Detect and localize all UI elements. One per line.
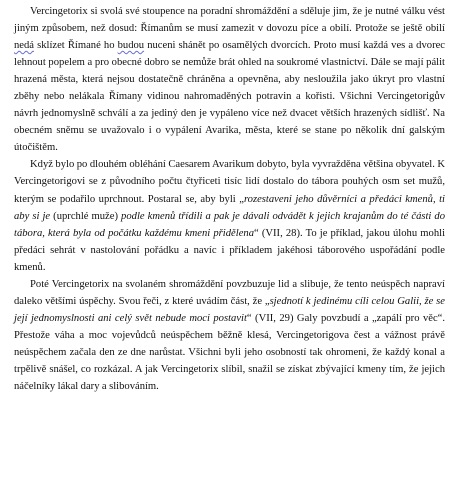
- quotation-text: sjednotí k jedinému cíli celou Galii, že se její jednomyslnosti ani celý svět nebude moci postavit: [14, 295, 445, 324]
- paragraph-text: nuceni shánět po osamělých dvorcích. Proto musí každá ves a dvorec lehnout popelem a pro obecné dobro se nemůže brát ohled na soukromé vlastnictví. Dále se mají pálit hrazená města, která nejsou dostatečně chráněna a opevněna, aby nesloužila jako úkryt pro vlastní zběhy nebo nelákala Římany vidinou nahromaděných potravin a kořisti. Všichni Vercingetorigův návrh jednomyslně schválí a za jediný den je vypáleno více než dvacet větších hrazených sídlišť. Na obecném sněmu se uvažovalo i o vypálení Avarika, města, které se stane po několik dní galským útočištěm.: [14, 40, 446, 154]
- paragraph-text: sklízet Římané ho: [34, 40, 118, 52]
- paragraph: [14, 3, 445, 156]
- paragraph-text: Poté Vercingetorix na svolaném shromáždění povzbuzuje lid a slibuje, že tento neúspěch napraví dalekо většími úspěchy. Svou řeči, z které uvádím část, že „: [14, 278, 445, 307]
- quotation-text: podle kmenů třídili a pak je dávali odvádět k jejich krajanům do té části do tábora, která byla od počátku každému kmeni přidělena: [14, 210, 446, 239]
- paragraph-text: “ (VII, 28). To je příklad, jakou úlohu mohli předáci sehrát v nastolování pořádku a navíc i příkladem jakéhosi táborového uspořádání podle kmenů.: [14, 227, 446, 273]
- document-body: [14, 3, 445, 395]
- paragraph-text: Když bylo po dlouhém obléhání Caesarem Avarikum dobyto, byla vyvražděna většina obyvatel. K Vercingetorigovi se z původního počtu čtyřiceti tisíc lidí dostalo do tábora pouhých osm set mužů, kterým se podařilo uprchnout. Postaral se, aby byli „: [14, 159, 445, 205]
- paragraph-text: Vercingetorix si svolá své stoupence na poradní shromáždění a sděluje jim, že je nutné válku vést jiným způsobem, než dosud: Římanům se musí zamezit v dovozu píce a obilí. Protože se ještě obilí: [14, 6, 445, 35]
- paragraph-text: “ (VII, 29) Galy povzbudí a „zapálí pro věc“. Přestože váha a moc vojevůdců neúspěchem běžně klesá, Vercingetorigova čest a vážnost právě neúspěchem začala den ze dne narůstat. Všichni byli jeho osobností tak ohromeni, že každý konal a trpělivě snášel, co rozkázal. A jak Vercingetorix slíbil, snažil se získat zbývající kmeny tím, že jejich náčelníky lákal dary a slibováním.: [14, 312, 445, 393]
- spellcheck-flagged-word: budou: [117, 40, 145, 52]
- paragraph-text: (uprchlé muže): [50, 210, 122, 222]
- quotation-text: rozestaveni jeho důvěrníci a předáci kmenů, ti aby si je: [14, 193, 445, 222]
- spellcheck-flagged-word: nedá: [14, 40, 34, 52]
- paragraph: [14, 276, 445, 395]
- paragraph: [14, 156, 445, 275]
